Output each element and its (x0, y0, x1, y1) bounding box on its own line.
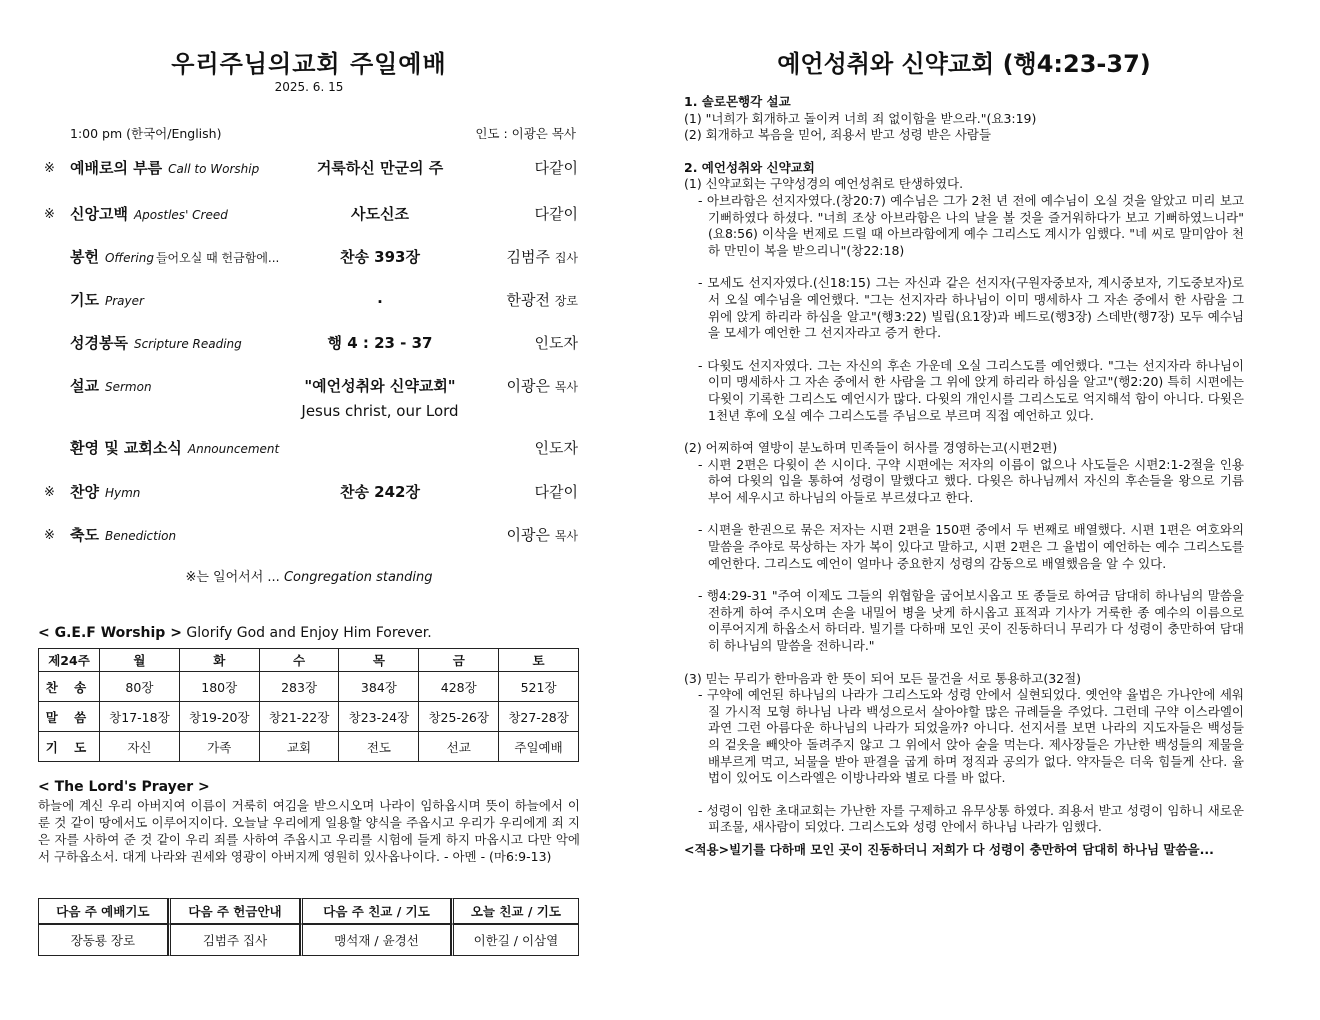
week-row-label: 기 도 (39, 732, 100, 762)
duty-value-row (38, 924, 579, 956)
week-header-row (39, 649, 579, 672)
person-rank: 장로 (554, 294, 578, 308)
week-cell: 384장 (339, 672, 419, 702)
service-date: 2025. 6. 15 (274, 80, 344, 94)
service-item-name (70, 437, 281, 458)
spacer (684, 144, 1244, 160)
person-name: 한광전 (506, 291, 551, 309)
duty-table (38, 898, 579, 956)
spacer (684, 655, 1244, 671)
service-item-name (70, 332, 244, 353)
service-item-person (507, 246, 578, 267)
bulletin-left-page (38, 0, 580, 1020)
church-title: 우리주님의교회 주일예배 (171, 50, 447, 78)
duty-value-cell: 맹석재 / 윤경선 (300, 924, 451, 956)
application-line: <적용>빌기를 다하매 모인 곳이 진동하더니 저희가 다 성령이 충만하여 담대히 하나님 말씀을... (684, 841, 1214, 857)
sermon-subtitle: Jesus christ, our Lord (301, 402, 459, 420)
lords-prayer-text: 하늘에 계신 우리 아버지여 이름이 거룩히 여김을 받으시오며 나라이 임하옵시며 뜻이 하늘에서 이룬 것 같이 땅에서도 이루어지이다. 오늘날 우리에게 일용할 양식을 주옵시고 우리가 우리에게 죄 지은 자를 사하여 준 것 같이 우리 죄를 사하여 주옵시고 우리를 시험에 들게 하지 마옵시고 다만 악에서 구하옵소서. 대게 나라와 권세와 영광이 아버지께 영원히 있사옵나이다. - 아멘 - (마6:9-13) (38, 798, 580, 864)
service-item-note: 들어오실 때 헌금함에... (155, 251, 280, 265)
week-cell: 521장 (499, 672, 579, 702)
service-item-content: 찬송 393장 (339, 248, 420, 266)
week-header-cell: 월 (100, 649, 180, 672)
person-name: 이광은 (506, 526, 551, 544)
service-item-name (70, 289, 146, 310)
week-cell: 창17-18장 (100, 702, 180, 732)
service-item-content: 거룩하신 만군의 주 (316, 159, 444, 177)
service-item-person (535, 157, 578, 178)
week-header-cell: 금 (419, 649, 499, 672)
gef-label: < G.E.F Worship > (38, 625, 182, 641)
duty-header-row (38, 898, 579, 924)
weekly-reading-table (38, 648, 579, 762)
spacer (684, 342, 1244, 358)
service-item-content: 사도신조 (351, 205, 409, 223)
outline-point: (3) 믿는 무리가 한마음과 한 뜻이 되어 모든 물건을 서로 통용하고(32절) (684, 670, 1082, 686)
service-leader: 인도 : 이광은 목사 (475, 126, 576, 141)
person-rank: 목사 (554, 529, 578, 543)
service-item-ko: 환영 및 교회소식 (70, 439, 182, 457)
gef-motto: Glorify God and Enjoy Him Forever. (186, 625, 432, 641)
service-item (38, 375, 580, 401)
service-item-name (70, 203, 230, 224)
week-cell: 창21-22장 (259, 702, 339, 732)
week-cell: 주일예배 (499, 732, 579, 762)
standing-note-ko: ※는 일어서서 ... (185, 570, 284, 585)
duty-header-cell: 다음 주 친교 / 기도 (300, 898, 451, 924)
duty-header-cell: 다음 주 헌금안내 (168, 898, 300, 924)
service-item-person (535, 437, 578, 458)
service-time: 1:00 pm (한국어/English) (70, 126, 222, 141)
service-item-ko: 찬양 (70, 483, 99, 501)
standing-mark: ※ (44, 485, 55, 500)
outline-detail: - 시편 2편은 다윗이 쓴 시이다. 구약 시편에는 저자의 이름이 없으나 사도들은 시편2:1-2절을 인용하여 다윗의 입을 통하여 성령이 말했다고 했다. 다윗은 하나님께서 자신의 후손들을 왕으로 기름 부어 세우시고 하나님의 아들로 부르셨다고 한다. (698, 456, 1244, 505)
section-heading: 2. 예언성취와 신약교회 (684, 159, 815, 175)
service-item-name (70, 524, 178, 545)
outline-detail: - 다윗도 선지자였다. 그는 자신의 후손 가운데 오실 그리스도를 예언했다. "그는 선지자라 하나님이 이미 맹세하사 그 자손 중에서 한 사람을 그 위에 앉게 하리라 하심을 알고"(행2:20) 특히 시편에는 다윗이 기록한 그리스도 예언시가 많다. 다윗의 개인시를 그리스도로 억지해석 함이 아니다. 다윗은 1천년 후에 오실 예수 그리스도를 주님으로 부르며 직접 예언하고 있다. (698, 357, 1244, 423)
week-cell: 전도 (339, 732, 419, 762)
service-item-name (70, 246, 279, 267)
standing-mark: ※ (44, 207, 55, 222)
week-row (39, 702, 579, 732)
service-item-content: "예언성취와 신약교회" (304, 377, 456, 395)
week-cell: 창23-24장 (339, 702, 419, 732)
service-item (38, 157, 580, 183)
person-name: 인도자 (534, 439, 578, 457)
person-name: 인도자 (534, 334, 578, 352)
service-item (38, 437, 580, 463)
spacer (684, 506, 1244, 522)
service-item-person (507, 375, 578, 396)
service-item-en: Offering (104, 251, 154, 265)
service-item-en: Announcement (187, 442, 280, 456)
service-item-name (70, 157, 261, 178)
gef-worship-heading (38, 625, 432, 641)
week-header-cell: 제24주 (39, 649, 100, 672)
person-name: 다같이 (534, 483, 578, 501)
service-item-name (70, 375, 154, 396)
week-header-cell: 토 (499, 649, 579, 672)
service-item-en: Prayer (104, 294, 144, 308)
week-cell: 283장 (259, 672, 339, 702)
week-cell: 선교 (419, 732, 499, 762)
service-item-en: Sermon (104, 380, 152, 394)
service-item-en: Apostles' Creed (133, 208, 228, 222)
service-item (38, 332, 580, 358)
service-item-name (70, 481, 142, 502)
spacer (684, 424, 1244, 440)
service-item-ko: 예배로의 부름 (70, 159, 163, 177)
week-header-cell: 목 (339, 649, 419, 672)
lords-prayer-title: < The Lord's Prayer > (38, 779, 210, 795)
week-cell: 80장 (100, 672, 180, 702)
standing-note (38, 566, 580, 585)
duty-header-cell: 다음 주 예배기도 (38, 898, 168, 924)
service-item-content: . (377, 289, 383, 307)
service-item-person (535, 332, 578, 353)
standing-mark: ※ (44, 528, 55, 543)
service-item-content: 행 4 : 23 - 37 (327, 334, 433, 352)
week-row-label: 말 씀 (39, 702, 100, 732)
service-item-ko: 설교 (70, 377, 99, 395)
standing-mark: ※ (44, 161, 55, 176)
person-name: 이광은 (506, 377, 551, 395)
week-row-label: 찬 송 (39, 672, 100, 702)
week-header-cell: 수 (259, 649, 339, 672)
outline-detail: - 성령이 임한 초대교회는 가난한 자를 구제하고 유무상통 하였다. 죄용서 받고 성령이 임하니 새로운 피조물, 새사람이 되었다. 그리스도와 성령 안에서 하나님 나라가 임했다. (698, 802, 1244, 835)
week-cell: 자신 (100, 732, 180, 762)
service-item-person (535, 481, 578, 502)
week-cell: 창25-26장 (419, 702, 499, 732)
service-item-en: Hymn (104, 486, 141, 500)
outline-detail: - 구약에 예언된 하나님의 나라가 그리스도와 성령 안에서 실현되었다. 옛언약 율법은 가나안에 세워질 가시적 모형 하나님 나라 백성으로서 살아야할 많은 규례들을 주었다. 그런데 구약 이스라엘이 과연 그런 아름다운 하나님의 나라가 되었을까? 아니다. 선지서를 보면 나라의 지도자들은 백성들의 겉옷을 빼앗아 돌려주지 않고 그 위에서 앉아 술을 먹는다. 제사장들은 가난한 백성들의 제물을 배부르게 먹고, 뇌물을 받아 판결을 굽게 하며 정직과 공의가 없다. 약자들은 더욱 힘들게 산다. 율법이 있어도 이스라엘은 이방나라와 별로 다를 바 없다. (698, 687, 1244, 786)
service-item (38, 203, 580, 229)
duty-value-cell: 장동룡 장로 (38, 924, 168, 956)
spacer (684, 787, 1244, 803)
week-cell: 가족 (179, 732, 259, 762)
week-header-cell: 화 (179, 649, 259, 672)
week-row (39, 672, 579, 702)
person-rank: 목사 (554, 380, 578, 394)
service-item-person (535, 203, 578, 224)
service-item-person (507, 524, 578, 545)
duty-header-cell: 오늘 친교 / 기도 (451, 898, 579, 924)
duty-value-cell: 김범주 집사 (168, 924, 300, 956)
person-name: 김범주 (506, 248, 551, 266)
service-item-en: Benediction (104, 529, 177, 543)
week-cell: 교회 (259, 732, 339, 762)
spacer (684, 259, 1244, 275)
week-row (39, 732, 579, 762)
service-item-person (507, 289, 578, 310)
service-item (38, 289, 580, 315)
outline-point: (2) 어찌하여 열방이 분노하며 민족들이 허사를 경영하는고(시편2편) (684, 440, 1058, 456)
week-cell: 428장 (419, 672, 499, 702)
service-item (38, 524, 580, 550)
service-item-en: Call to Worship (168, 162, 260, 176)
duty-value-cell: 이한길 / 이삼열 (451, 924, 579, 956)
person-name: 다같이 (534, 159, 578, 177)
standing-note-en: Congregation standing (283, 570, 433, 585)
service-item-ko: 신앙고백 (70, 205, 128, 223)
outline-detail: - 아브라함은 선지자였다.(창20:7) 예수님은 그가 2천 년 전에 예수님이 오실 것을 알았고 미리 보고 기뻐하였다 하셨다. "너희 조상 아브라함은 나의 날을 볼 것을 즐거워하다가 보고 기뻐하였느니라"(요8:56) 이삭을 번제로 드릴 때 아브라함에게 예수 그리스도 계시가 임했다. "네 씨로 말미암아 천하 만민이 복을 받으리니"(창22:18) (698, 192, 1244, 258)
outline-detail: - 시편을 한권으로 묶은 저자는 시편 2편을 150편 중에서 두 번째로 배열했다. 시편 1편은 여호와의 말씀을 주야로 묵상하는 자가 복이 있다고 말하고, 시편 2편은 그 율법이 예언하는 예수 그리스도를 예언한다. 그리스도 예언이 얼마나 중요한지 성령의 감동으로 배열했음을 알 수 있다. (698, 522, 1244, 571)
service-item-en: Scripture Reading (133, 337, 242, 351)
outline-detail: - 모세도 선지자였다.(신18:15) 그는 자신과 같은 선지자(구원자중보자, 계시중보자, 기도중보자)로서 오실 예수님을 예언했다. "그는 선지자라 하나님이 이미 맹세하사 그 자손 중에서 한 사람을 그 위에 앉게 하리라 하심을 알고"(행3:22) 빌립(요1장)과 베드로(행3장) 스데반(행7장) 모두 예수님을 모세가 예언한 그 선지자라고 증거 한다. (698, 275, 1244, 341)
service-item (38, 481, 580, 507)
person-name: 다같이 (534, 205, 578, 223)
week-cell: 180장 (179, 672, 259, 702)
sermon-title: 예언성취와 신약교회 (행4:23-37) (777, 50, 1151, 78)
week-cell: 창27-28장 (499, 702, 579, 732)
outline-point: (1) 신약교회는 구약성경의 예언성취로 탄생하였다. (684, 176, 964, 192)
service-item-ko: 축도 (70, 526, 99, 544)
outline-point: (1) "너희가 회개하고 돌이켜 너희 죄 없이함을 받으라."(요3:19) (684, 110, 1037, 126)
service-item-ko: 기도 (70, 291, 99, 309)
service-item-content: 찬송 242장 (339, 483, 420, 501)
service-item-ko: 성경봉독 (70, 334, 128, 352)
service-item-ko: 봉헌 (70, 248, 99, 266)
service-item (38, 246, 580, 272)
week-cell: 창19-20장 (179, 702, 259, 732)
section-heading: 1. 솔로몬행각 설교 (684, 94, 791, 109)
outline-point: (2) 회개하고 복음을 믿어, 죄용서 받고 성령 받은 사람들 (684, 127, 992, 143)
person-rank: 집사 (554, 251, 578, 265)
sermon-notes-page (684, 0, 1244, 1020)
spacer (684, 572, 1244, 588)
outline-detail: - 행4:29-31 "주여 이제도 그들의 위협함을 굽어보시옵고 또 종들로 하여금 담대히 하나님의 말씀을 전하게 하여 주시오며 손을 내밀어 병을 낫게 하시옵고 표적과 기사가 거룩한 종 예수의 이름으로 이루어지게 하옵소서 하더라. 빌기를 다하매 모인 곳이 진동하더니 무리가 다 성령이 충만하여 담대히 하나님의 말씀을 전하니라." (698, 588, 1244, 654)
sermon-outline (684, 94, 1244, 859)
